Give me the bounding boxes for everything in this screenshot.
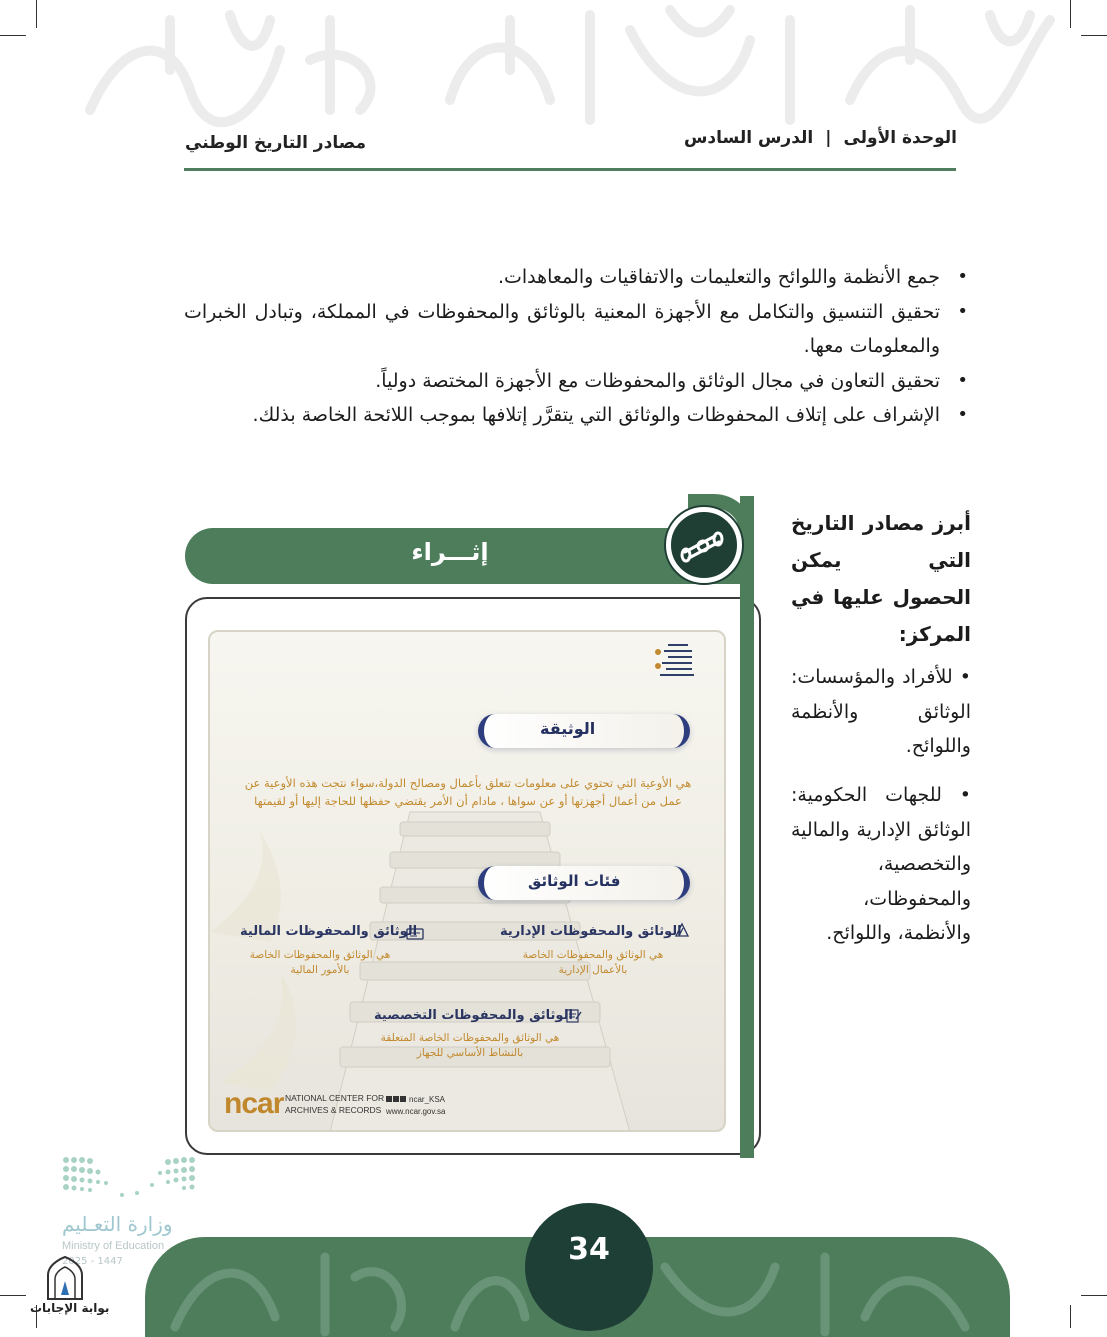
- ministry-year: 2025 - 1447: [62, 1256, 123, 1267]
- document-heading: الوثيقة: [540, 719, 596, 738]
- side-heading: أبرز مصادر التاريخ التي يمكن الحصول عليها في المركز:: [791, 511, 971, 646]
- ncar-line-2: ARCHIVES & RECORDS: [285, 1105, 382, 1115]
- ncar-full-name: [285, 1092, 384, 1116]
- enrichment-side-bar: [740, 496, 754, 1158]
- ministry-name-english: Ministry of Education: [62, 1240, 165, 1252]
- category-title: الوثائق والمحفوظات التخصصية: [374, 1008, 573, 1023]
- document-description: هي الأوعية التي تحتوي على معلومات تتعلق بأعمال ومصالح الدولة،سواء نتجت هذه الأوعية عن عمل من أعمال أجهزتها أو عن سواها ، مادام أن الأمر يقتضي حفظها للحاجة إليها أو لقيمتها: [244, 776, 692, 808]
- category-description: هي الوثائق والمحفوظات الخاصة بالأعمال الإدارية: [522, 949, 664, 976]
- list-item: • الإشراف على إتلاف المحفوظات والوثائق التي يتقرَّر إتلافها بموجب اللائحة الخاصة بذلك.: [184, 398, 974, 433]
- running-header-unit-lesson: [684, 128, 957, 148]
- side-individuals: • للأفراد والمؤسسات: الوثائق والأنظمة واللوائح.: [791, 666, 971, 757]
- social-handle-text: ncar_KSA: [409, 1095, 446, 1104]
- side-government: • للجهات الحكومية: الوثائق الإدارية والمالية والتخصصية، والمحفوظات، والأنظمة، واللوائح.: [791, 784, 971, 944]
- page-number: 34: [568, 1232, 610, 1267]
- facebook-icon: [386, 1096, 392, 1102]
- header-rule: [184, 168, 956, 171]
- portal-logo-icon: [44, 1255, 86, 1305]
- enrichment-title: إثـــراء: [411, 538, 489, 566]
- ministry-name-arabic: وزارة التعـليم: [62, 1212, 173, 1236]
- crop-mark: [1070, 1305, 1071, 1328]
- header-separator: |: [825, 128, 832, 148]
- social-handle: [386, 1094, 445, 1106]
- list-item: • تحقيق التنسيق والتكامل مع الأجهزة المعنية بالوثائق والمحفوظات في المملكة، وتبادل الخبرات والمعلومات معها.: [184, 295, 974, 364]
- crop-mark: [0, 35, 26, 36]
- page-number-badge: [525, 1203, 653, 1331]
- list-item: • تحقيق التعاون في مجال الوثائق والمحفوظات مع الأجهزة المختصة دولياً.: [184, 364, 974, 399]
- ncar-contact: [386, 1094, 445, 1118]
- crop-mark: [1081, 35, 1107, 36]
- ncar-poster: [208, 630, 726, 1132]
- calligraphy-background: [30, 0, 1080, 135]
- portal-label: بوابة الإجابات: [30, 1301, 110, 1315]
- crop-mark: [0, 1295, 26, 1296]
- ncar-arabic-logo: [650, 640, 700, 684]
- ministry-logo: [62, 1155, 197, 1204]
- twitter-icon: [393, 1096, 399, 1102]
- categories-heading: فئات الوثائق: [528, 872, 621, 890]
- lesson-label: الدرس السادس: [683, 128, 814, 148]
- ncar-website: www.ncar.gov.sa: [386, 1107, 446, 1116]
- bullet-list: [184, 260, 974, 433]
- running-header-title: مصادر التاريخ الوطني: [185, 133, 366, 153]
- crop-mark: [1081, 1295, 1107, 1296]
- category-title: الوثائق والمحفوظات الإدارية: [500, 924, 682, 939]
- ncar-line-1: NATIONAL CENTER FOR: [285, 1093, 385, 1103]
- category-title: الوثائق والمحفوظات المالية: [240, 924, 418, 939]
- list-item: • جمع الأنظمة واللوائح والتعليمات والاتفاقيات والمعاهدات.: [184, 260, 974, 295]
- instagram-icon: [400, 1096, 406, 1102]
- category-description: هي الوثائق والمحفوظات الخاصة بالأمور المالية: [249, 949, 391, 976]
- category-description: هي الوثائق والمحفوظات الخاصة المتعلقة بالنشاط الأساسي للجهاز: [380, 1032, 560, 1059]
- unit-label: الوحدة الأولى: [843, 128, 957, 148]
- ncar-logo: ncar: [224, 1087, 284, 1120]
- scroll-icon: [666, 507, 742, 583]
